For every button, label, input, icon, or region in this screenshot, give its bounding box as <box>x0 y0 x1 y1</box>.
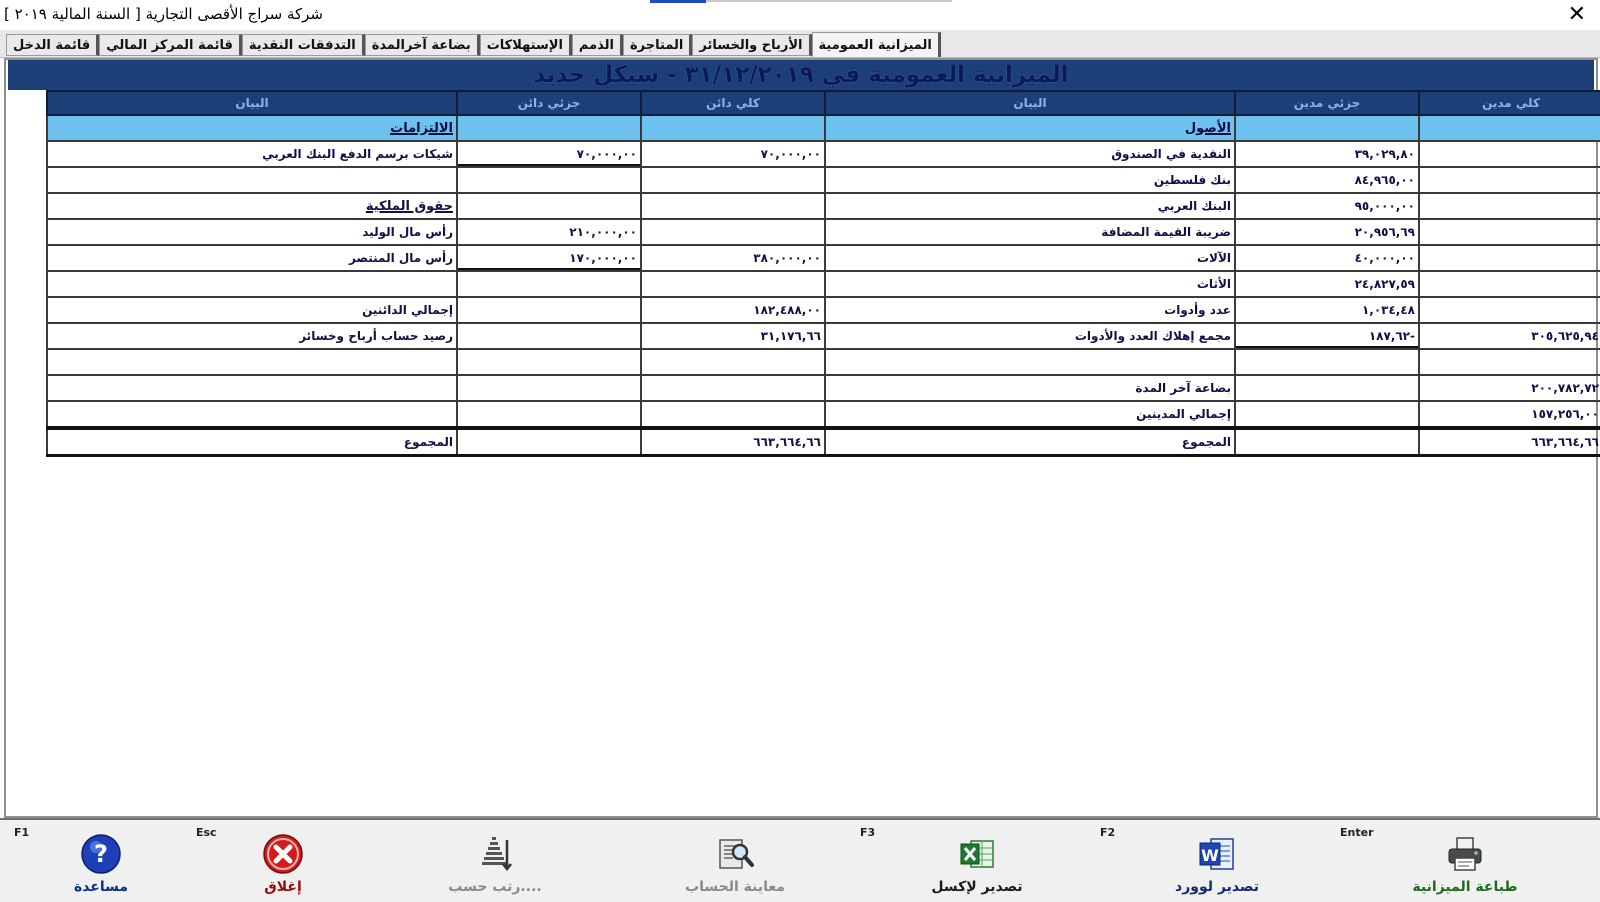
cell-desc: بنك فلسطين <box>825 167 1235 193</box>
tab-trading[interactable]: المتاجرة <box>623 34 692 56</box>
print-balance-button[interactable] <box>1340 820 1540 902</box>
cell-partial: ٤٠,٠٠٠,٠٠ <box>1235 245 1419 271</box>
col-right-total-debit[interactable]: كلي مدين <box>1419 91 1600 115</box>
cell-total <box>1419 245 1600 271</box>
word-icon <box>1197 834 1237 874</box>
table-row[interactable] <box>47 245 1600 271</box>
cell-partial: ٩٥,٠٠٠,٠٠ <box>1235 193 1419 219</box>
cell-partial: ٣٩,٠٢٩,٨٠ <box>1235 141 1419 167</box>
cell-desc <box>47 401 457 428</box>
cell-partial <box>457 375 641 401</box>
cell-total <box>1419 219 1600 245</box>
cell-total <box>641 219 825 245</box>
col-right-partial-debit[interactable]: جزئي مدين <box>1235 91 1419 115</box>
export-word-button[interactable] <box>1100 820 1292 902</box>
cell-desc <box>47 375 457 401</box>
cell-total: ١٥٧,٢٥٦,٠٠ <box>1419 401 1600 428</box>
cell <box>457 428 641 456</box>
cell-total: ٣٠٥,٦٢٥,٩٤ <box>1419 323 1600 349</box>
cell-desc <box>47 167 457 193</box>
section-header-assets: الأصول <box>825 115 1235 141</box>
cell-total <box>1419 297 1600 323</box>
report-heading: الميزانية العمومية في ٣١/١٢/٢٠١٩ - شيكل جديد <box>8 60 1594 90</box>
excel-icon <box>957 834 997 874</box>
cell-partial: ٢٤,٨٢٧,٥٩ <box>1235 271 1419 297</box>
title-bar <box>0 0 1600 30</box>
cell-partial <box>457 167 641 193</box>
table-row[interactable] <box>47 115 1600 141</box>
cell-partial: ١٧٠,٠٠٠,٠٠ <box>457 245 641 271</box>
preview-account-label: معاينة الحساب <box>685 879 785 895</box>
printer-icon <box>1445 834 1485 874</box>
cell-desc: عدد وأدوات <box>825 297 1235 323</box>
cell-desc: مجمع إهلاك العدد والأدوات <box>825 323 1235 349</box>
table-row[interactable] <box>47 375 1600 401</box>
cell-desc <box>47 349 457 375</box>
cell-partial <box>457 349 641 375</box>
cell-total: ٧٠,٠٠٠,٠٠ <box>641 141 825 167</box>
cell-total <box>1419 141 1600 167</box>
total-value-right: ٦٦٣,٦٦٤,٦٦ <box>1419 428 1600 456</box>
cell-total <box>641 167 825 193</box>
header-row <box>47 91 1600 115</box>
col-left-partial-credit[interactable]: جزئي دائن <box>457 91 641 115</box>
shortcut-key: F1 <box>14 826 30 839</box>
sort-icon <box>475 834 515 874</box>
title-accent-grey <box>706 0 952 2</box>
cell-partial <box>457 271 641 297</box>
col-left-total-credit[interactable]: كلي دائن <box>641 91 825 115</box>
sort-button[interactable] <box>420 820 570 902</box>
report-panel <box>4 58 1598 818</box>
cell-desc: الأثاث <box>825 271 1235 297</box>
section-header-liabilities: الالتزامات <box>47 115 457 141</box>
cell-total: ٢٠٠,٧٨٢,٧٢ <box>1419 375 1600 401</box>
preview-account-button[interactable] <box>660 820 810 902</box>
table-row[interactable] <box>47 219 1600 245</box>
shortcut-key: Esc <box>196 826 217 839</box>
cell-total <box>1419 193 1600 219</box>
cell-desc: الآلات <box>825 245 1235 271</box>
export-excel-label: تصدير لإكسل <box>931 879 1023 895</box>
cell-total: ٣٨٠,٠٠٠,٠٠ <box>641 245 825 271</box>
cell-desc: البنك العربي <box>825 193 1235 219</box>
table-row[interactable] <box>47 141 1600 167</box>
cell-total <box>641 271 825 297</box>
cell-partial <box>457 323 641 349</box>
tab-cash-flows[interactable]: التدفقات النقدية <box>242 34 365 56</box>
window-title: شركة سراج الأقصى التجارية [ السنة المالية ٢٠١٩ ] <box>4 5 323 23</box>
close-label: إغلاق <box>264 879 302 895</box>
col-left-description[interactable]: البيان <box>47 91 457 115</box>
close-button[interactable] <box>196 820 358 902</box>
cell-total <box>641 193 825 219</box>
cell <box>1235 115 1419 141</box>
cell-partial: ٢١٠,٠٠٠,٠٠ <box>457 219 641 245</box>
cell-total: ١٨٢,٤٨٨,٠٠ <box>641 297 825 323</box>
cell-total <box>641 401 825 428</box>
total-value-left: ٦٦٣,٦٦٤,٦٦ <box>641 428 825 456</box>
section-header-equity: حقوق الملكية <box>47 193 457 219</box>
close-window-icon[interactable]: ✕ <box>1567 2 1586 27</box>
tab-income-statement[interactable]: قائمة الدخل <box>6 34 99 56</box>
cell-partial <box>457 297 641 323</box>
preview-icon <box>715 834 755 874</box>
table-row[interactable] <box>47 349 1600 375</box>
cell-desc <box>47 271 457 297</box>
close-icon <box>263 834 303 874</box>
cell-total <box>641 349 825 375</box>
cell-partial <box>1235 401 1419 428</box>
cell-desc: رأس مال الوليد <box>47 219 457 245</box>
cell-desc: رصيد حساب أرباح وخسائر <box>47 323 457 349</box>
export-excel-button[interactable] <box>860 820 1052 902</box>
balance-sheet-grid <box>46 90 1600 457</box>
print-balance-label: طباعة الميزانية <box>1412 879 1518 895</box>
tab-bar <box>0 30 1600 58</box>
cell-partial <box>1235 349 1419 375</box>
table-row[interactable] <box>47 323 1600 349</box>
cell-partial: ٨٤,٩٦٥,٠٠ <box>1235 167 1419 193</box>
col-right-description[interactable]: البيان <box>825 91 1235 115</box>
bottom-toolbar <box>0 818 1600 902</box>
help-icon <box>81 834 121 874</box>
cell-desc: إجمالي الدائنين <box>47 297 457 323</box>
title-accent <box>650 0 706 3</box>
shortcut-key: Enter <box>1340 826 1374 839</box>
cell-desc: إجمالي المدينين <box>825 401 1235 428</box>
table-row[interactable] <box>47 401 1600 428</box>
tab-receivables[interactable]: الذمم <box>572 34 623 56</box>
table-row[interactable] <box>47 167 1600 193</box>
svg-text:?: ? <box>94 840 108 868</box>
tab-balance-sheet[interactable]: الميزانية العمومية <box>812 32 941 57</box>
cell-desc: بضاعة آخر المدة <box>825 375 1235 401</box>
shortcut-key: F2 <box>1100 826 1116 839</box>
tab-profit-loss[interactable]: الأرباح والخسائر <box>692 34 811 56</box>
cell-desc: رأس مال المنتصر <box>47 245 457 271</box>
cell <box>457 115 641 141</box>
cell <box>1235 428 1419 456</box>
cell-total <box>1419 167 1600 193</box>
cell-partial-negative: -١٨٧,٦٢ <box>1235 323 1419 349</box>
table-row[interactable] <box>47 297 1600 323</box>
cell-total <box>1419 349 1600 375</box>
cell-total <box>641 375 825 401</box>
cell-desc <box>825 349 1235 375</box>
cell-desc: شيكات برسم الدفع البنك العربي <box>47 141 457 167</box>
cell-partial <box>1235 375 1419 401</box>
shortcut-key: F3 <box>860 826 876 839</box>
cell <box>641 115 825 141</box>
export-word-label: تصدير لوورد <box>1175 879 1259 895</box>
cell <box>1419 115 1600 141</box>
help-label: مساعدة <box>73 879 129 895</box>
cell-total: ٣١,١٧٦,٦٦ <box>641 323 825 349</box>
cell-partial <box>457 193 641 219</box>
cell-partial: ١,٠٣٤,٤٨ <box>1235 297 1419 323</box>
tab-ending-inventory[interactable]: بضاعة آخرالمدة <box>365 34 480 56</box>
tab-financial-position[interactable]: قائمة المركز المالي <box>99 34 242 56</box>
total-label-right: المجموع <box>825 428 1235 456</box>
svg-text:W: W <box>1201 846 1219 865</box>
tab-depreciation[interactable]: الإستهلاكات <box>480 34 572 56</box>
cell-desc: النقدية في الصندوق <box>825 141 1235 167</box>
table-row[interactable] <box>47 193 1600 219</box>
cell-partial: ٧٠,٠٠٠,٠٠ <box>457 141 641 167</box>
help-button[interactable] <box>14 820 176 902</box>
total-label-left: المجموع <box>47 428 457 456</box>
totals-row[interactable] <box>47 428 1600 456</box>
table-row[interactable] <box>47 271 1600 297</box>
cell-desc: ضريبة القيمة المضافة <box>825 219 1235 245</box>
sort-label: ....رتب حسب <box>448 879 542 895</box>
cell-partial <box>457 401 641 428</box>
cell-partial: ٢٠,٩٥٦,٦٩ <box>1235 219 1419 245</box>
cell-total <box>1419 271 1600 297</box>
